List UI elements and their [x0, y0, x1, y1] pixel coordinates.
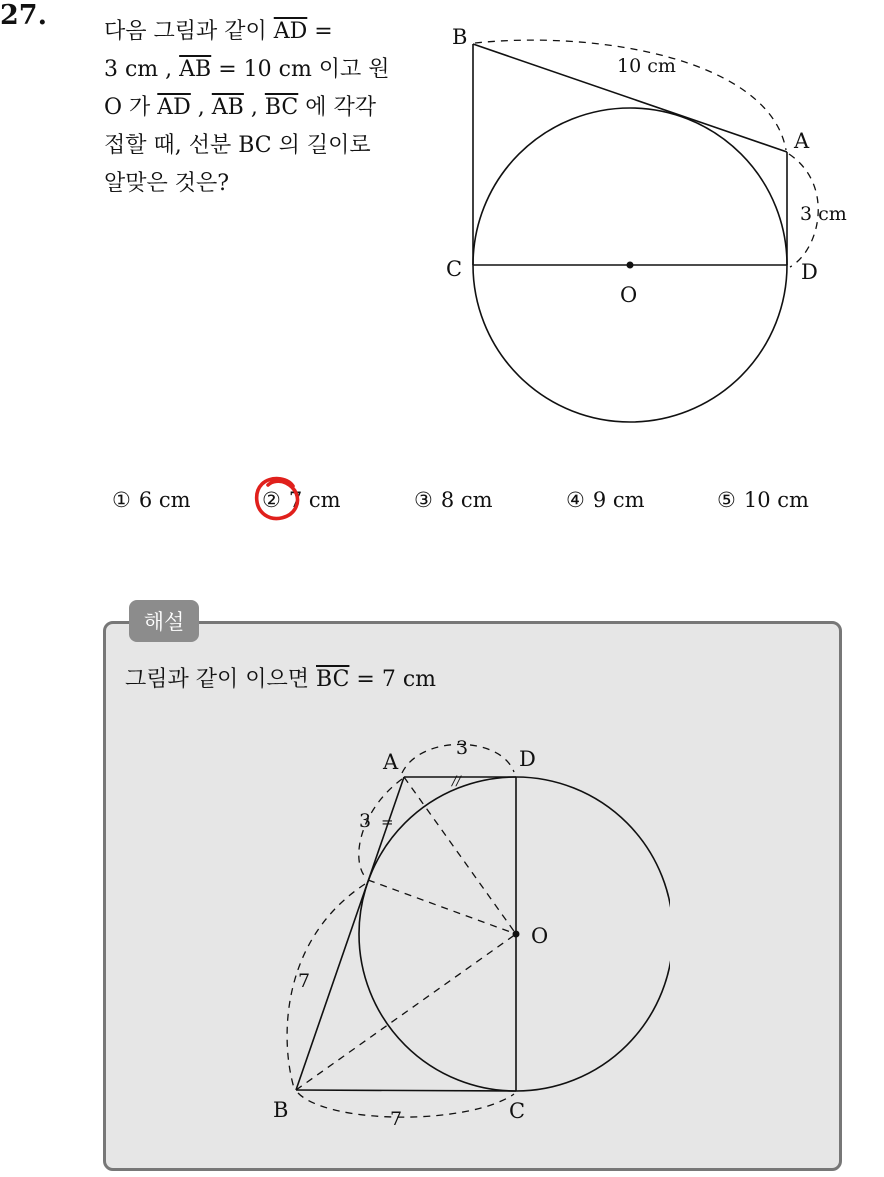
question-text: 다음 그림과 같이: [104, 19, 274, 44]
choice-1[interactable]: [112, 488, 191, 512]
choice-text: 7 cm: [288, 488, 341, 512]
choice-3[interactable]: [414, 488, 493, 512]
question-text: = 10 cm 이고 원: [211, 57, 390, 82]
figure-solution: [250, 725, 670, 1140]
question-text: 에 각각: [298, 95, 377, 120]
label-d: D: [519, 747, 536, 771]
question-line-4: 접할 때, 선분 BC 의 길이로: [104, 133, 371, 158]
choice-number: ④: [566, 488, 585, 512]
segment-ab: $\overline{AB}$: [179, 57, 212, 82]
label-a: A: [794, 129, 810, 153]
label-c: C: [509, 1099, 526, 1123]
question-line-5: 알맞은 것은?: [104, 171, 230, 196]
length-a-tangent: 3: [359, 810, 372, 832]
segment-ad: $\overline{AD}$: [273, 19, 308, 44]
solution-tag: 해설: [129, 600, 199, 642]
choice-number: ③: [414, 488, 433, 512]
solution-text-post: = 7 cm: [349, 667, 437, 692]
length-b-tangent: 7: [298, 970, 311, 992]
length-ab: 10 cm: [617, 55, 676, 77]
question-text: =: [307, 19, 333, 44]
segment-ao: [404, 777, 516, 934]
choice-number: ①: [112, 488, 131, 512]
choice-5[interactable]: [717, 488, 809, 512]
segment-bo: [296, 934, 516, 1090]
figure-tangent-circle: [430, 10, 870, 450]
question-line-2: [104, 52, 390, 83]
label-b: B: [452, 25, 468, 49]
choice-text: 10 cm: [743, 488, 809, 512]
tick-mark-ad: //: [452, 774, 461, 789]
label-b: B: [273, 1098, 289, 1122]
label-a: A: [383, 750, 399, 774]
segment-bc-line: [296, 1090, 516, 1091]
choice-number: ②: [262, 488, 281, 512]
question-text: ,: [243, 95, 265, 120]
choice-text: 6 cm: [138, 488, 191, 512]
length-bc: 7: [390, 1108, 403, 1130]
answer-mark-circle: [250, 472, 304, 526]
choice-text: 9 cm: [592, 488, 645, 512]
question-line-3: [104, 90, 376, 121]
solution-text-pre: 그림과 같이 이으면: [125, 667, 316, 692]
question-text: 3 cm ,: [104, 57, 180, 82]
segment-bc: $\overline{BC}$: [316, 667, 350, 692]
segment-ad: $\overline{AD}$: [157, 95, 191, 120]
choice-number: ⑤: [717, 488, 736, 512]
solution-text: [125, 662, 436, 693]
label-c: C: [446, 257, 463, 281]
segment-tangent-point-o: [368, 880, 516, 934]
choice-text: 8 cm: [440, 488, 493, 512]
segment-bc: $\overline{BC}$: [264, 95, 299, 120]
brace-bc: [298, 1093, 514, 1117]
question-number: 27.: [0, 0, 47, 31]
question-text: ,: [190, 95, 212, 120]
length-ad: 3 cm: [800, 203, 847, 225]
question-line-1: [104, 14, 333, 45]
choice-4[interactable]: [566, 488, 645, 512]
tick-mark-a-tangent: =: [381, 813, 394, 831]
label-d: D: [801, 260, 818, 284]
question-text: O 가: [104, 95, 158, 120]
label-o: O: [620, 283, 638, 307]
center-point: [627, 262, 634, 269]
length-ad: 3: [456, 737, 469, 759]
label-o: O: [531, 924, 549, 948]
segment-ab: $\overline{AB}$: [211, 95, 244, 120]
center-point: [513, 931, 520, 938]
